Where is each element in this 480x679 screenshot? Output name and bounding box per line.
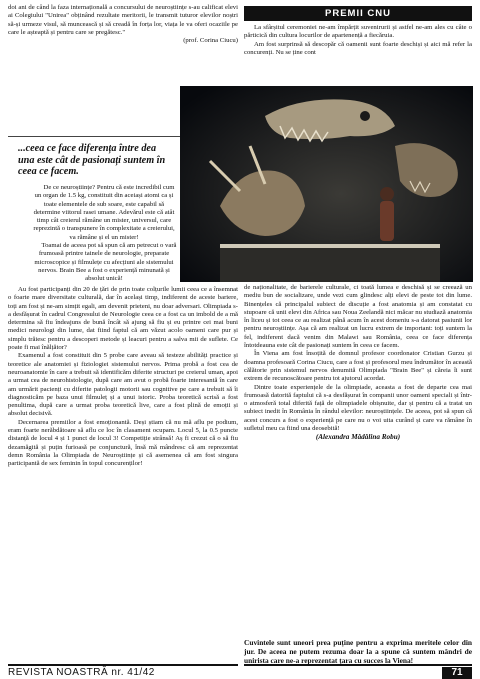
olympiad-text-block [8,286,238,469]
neuro-intro-block [30,184,178,284]
olympiad-paragraph: Decernarea premiilor a fost emoționantă. Deși știam că nu mă aflu pe podium, eram foarte nerăbdătoare să aflu ce loc în clasament ocupam. Locul 5, la 0.5 puncte distanță de locul 4 și 1 punct de locul 3! Competiție strânsă! Aș fi crezut că o să fiu dezamăgită și puțin furioasă pe conjunctură, însă mă mândresc că am reprezentat demn România la Olimpiada de Neuroștiințe și că asemenea că am fost singura participantă de sex feminin în topul concurenților! [8,418,238,468]
olympiad-paragraph: Au fost participanți din 20 de țări de prin toate colțurile lumii ceea ce a însemnat o foarte mare diversitate culturală, dar în același timp, indiferent de aceste bariere, toți am fost și ne-am simțit egali, am devenit prieteni, nu doar adversari. Olimpiada s-a desfășurat în cadrul Congresului de Neurologie ceea ce a fost ca un imbold de a mă determina să fiu îndeajuns de bună încât să ajung să fiu și eu printre cei mai buni medici neurologi din lume, dat fiind faptul că am văzut acolo oameni care pur și simplu trăiesc pentru a descoperi metode și leacuri pentru a salva mii de suflete. Ce poate fi mai înălțător? [8,286,238,352]
right-paragraph: În Viena am fost însoțită de domnul profesor coordonator Cristian Gurzu și doamna profesoară Corina Ciucu, care a fost și profesorul meu îndrumător în această călătorie prin sistemul nervos denumită Olimpiada "Brain Bee" și căreia îi sunt extrem de recunoscătoare pentru tot ajutorul acordat. [244,350,472,383]
right-paragraph: de naționalitate, de barierele culturale, ci toată lumea e deschisă și se creează un mediu bun de socializare, unde vezi cum glindesc alți elevi de peste tot din lume. Binențeles că principalul subiect de discuție a fost anatomia și am constatat cu stupoare că unii elevi din Africa sau Noua Zeelandă nici măcar nu studiază anatomia în liceu și tot ceea ce au realizat până acum în acest domeniu s-a datorat pasiunii lor pentru neuroștiințe. Așa că am realizat un lucru extrem de important: toți suntem la fel, indiferent dacă venim din Malawi sau România, ceea ce face diferența întotdeauna este cât de pasionați suntem în ceea ce facem. [244,284,472,350]
magazine-footer: REVISTA NOASTRĂ nr. 41/42 [8,664,238,679]
intro-signature: (prof. Corina Ciucu) [183,37,238,45]
page-number: 71 [442,667,472,679]
footer-rule [244,664,472,679]
intro-paragraph-block [8,4,238,45]
right-text-block [244,284,472,442]
olympiad-paragraph: Examenul a fost constituit din 5 probe care aveau să testeze abilități practice și teoretice ale anatomiei și fiziologiei sistemului nervos. Prima probă a fost cea de neuroanatomie în care a trebuit să identificăm diferite structuri pe creierul uman, apoi a urmat cea de neurohistologie, după care am avut o probă foarte interesantă în care am urmărit pacienți cu diferite patologii motorii sau cognitive pe care a trebuit să îi diagnosticăm pe baza unui filmuleț și a unui istoric. Proba teoretică scrisă a fost penultima, după care a urmat proba teoretică live, care a fost plină de emoții și absolut decisivă. [8,352,238,418]
neuro-intro-paragraph: Toamai de aceea pot să spun că am petrecut o vară frumoasă printre tainele de neurologie, preparate microscopice și filmulețe cu afecțiuni ale sistemului nervos. Brain Bee a fost o experiență minunată și absolut unică! [34,242,177,283]
section-heading-premii: PREMII CNU [244,6,472,21]
premii-paragraph: La sfârșitul ceremoniei ne-am împărțit suvenirurii și astfel ne-am ales cu câte o părticică din cultura locurilor de apartenență a fiecăruia. [244,24,472,40]
museum-photo [180,86,473,282]
premii-paragraph: Am fost surprinsă să descopăr că oamenii sunt foarte deschiși și aici mă refer la concurenți. Nu se ține cont [244,40,472,56]
closing-statement: Cuvintele sunt uneori prea puține pentru a exprima meritele celor din jur. De aceea ne putem rezuma doar la a spune că suntem mândri de unirista care ne-a reprezentat țara cu succes la Viena! [244,638,472,665]
neuro-intro-paragraph: De ce neuroștiințe? Pentru că este incredibil cum un organ de 1.5 kg, constituit din aceiași atomi ca și toate elementele de sub soare, este capabil să determine viitorul rasei umane. Adevărul este că atât timp cât creierul rămâne un mister, universul, care reprezintă o transpunere în complexitate a creierului, va rămâne și el un mister! [33,184,175,241]
author-signature: (Alexandra Mădălina Robu) [315,433,401,442]
pull-quote: ...ceea ce face diferența între dea una este cât de pasionați suntem în ceea ce facem. [18,143,166,177]
right-paragraph: Dintre toate experiențele de la olimpiade, aceasta a fost de departe cea mai frumoasă datorită faptului că s-a desfășurat în companii unor oameni speciali și într-o atmosferă total diferită față de olimpiadele obișnuite, dar și pentru că a tratat un subiect inedit în România în rândul elevilor: neuroștiințele. De aceea, pot să spun că acest concurs a fost o experiență pe care nu o voi uita curând și care va rămâne în sufletul meu ca fiind una deosebită! [244,383,472,433]
premii-text-block [244,24,472,57]
intro-text: doi ani de când la faza internațională a concursului de neuroștiințe s-au calificat elevi ai Colegiului "Unirea" obținând rezultate meritorii, le transmit tuturor elevilor noștri să-și urmeze visul, să muncească și să creadă în forța lor, viața le va oferi ocaziile pe care le așteaptă și pentru care se pregătesc." [8,4,238,36]
dinosaur-skeleton-illustration [180,86,473,282]
